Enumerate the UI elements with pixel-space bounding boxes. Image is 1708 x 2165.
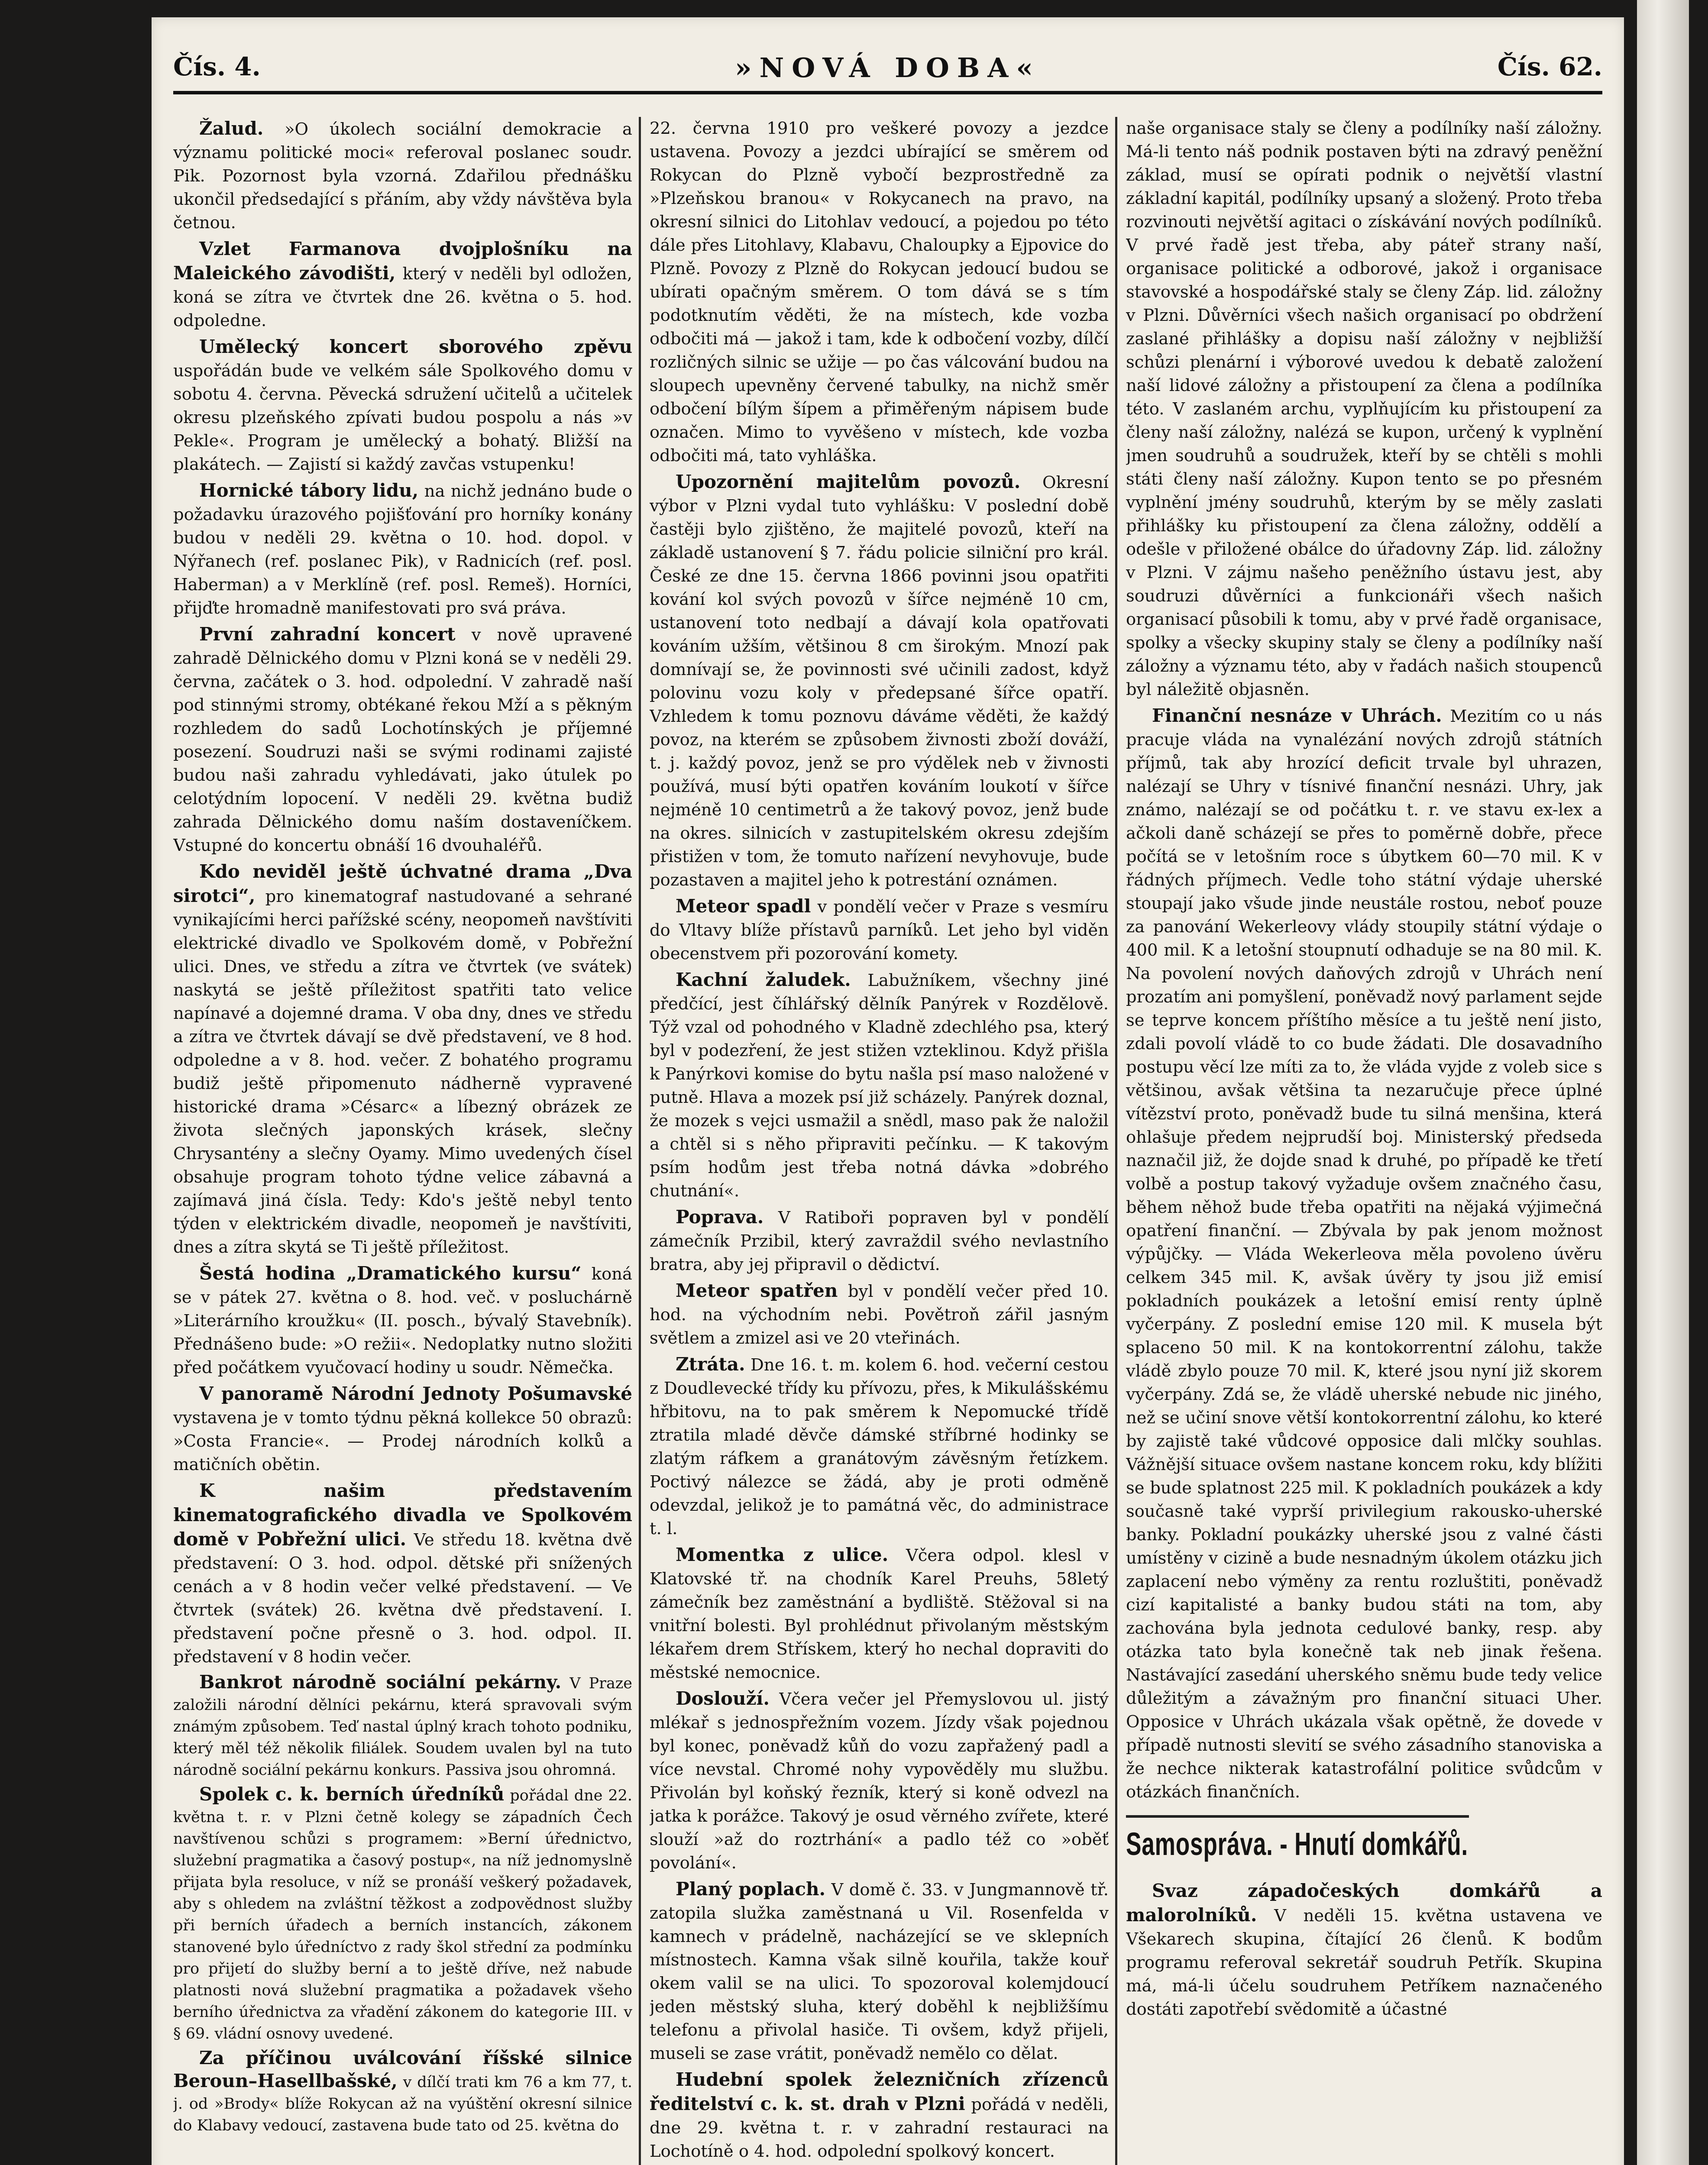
- article-paragraph: [650, 117, 1109, 468]
- article-lead: Za příčinou uválcování říšské silnice Beroun–Hasellbašské,: [173, 2047, 632, 2091]
- article-text: V neděli 15. května ustavena ve Všekarech skupina, čítající 26 členů. K bodům programu referoval sekretář soudruh Petřík. Skupina má, má-li účelu soudruhem Petříkem naznačeného dostáti zapotřebí svědomitě a účastné: [1126, 1906, 1602, 2019]
- article-paragraph: [173, 1479, 632, 1669]
- article-text: uspořádán bude ve velkém sále Spolkového domu v sobotu 4. června. Pěvecká sdružení učitelů a učitelek okresu plzeňského zpívati budou pospolu a nás »v Pekle«. Program je umělecký a bohatý. Bližší na plakátech. — Zajistí si každý zavčas vstupenku!: [173, 361, 632, 474]
- article-lead: Šestá hodina „Dramatického kursu“: [199, 1263, 582, 1284]
- article-text: na nichž jednáno bude o požadavku úrazového pojišťování pro horníky konány budou v neděli 29. května o 10. hod. dopol. v Nýřanech (ref. poslanec Pik), v Radnicích (ref. posl. Haberman) a v Merklíně (ref. posl. Remeš). Horníci, přijďte hromadně manifestovati pro svá práva.: [173, 481, 632, 618]
- article-lead: Finanční nesnáze v Uhrách.: [1152, 705, 1442, 726]
- article-lead: Žalud.: [199, 118, 264, 139]
- article-paragraph: [173, 479, 632, 620]
- article-paragraph: [173, 2047, 632, 2136]
- article-paragraph: [173, 623, 632, 857]
- article-text: Okresní výbor v Plzni vydal tuto vyhlášku: V poslední době častěji bylo zjištěno, že majitelé povozů, kteří na základě ustanovení § 7. řádu policie silniční pro král. České ze dne 15. června 1866 povinni jsou opatřiti kování kol svých povozů v šířce nejméně 10 cm, ustanovení toto nedbají a dávají kola opatřovati kováním užším, většinou 8 cm širokým. Mnozí pak domnívají se, že povinnosti své učinili zadost, když polovinu vozu koly v předepsané šířce opatří. Vzhledem k tomu poznovu dáváme věděti, že každý povoz, na kterém se způsobem živnosti zboží dováží, t. j. každý povoz, jenž se pro výdělek neb v živnosti používá, musí býti opatřen kováním loukotí v šířce nejméně 10 centimetrů a že takový povoz, jenž bude na okres. silnicích v zastupitelském okresu zdejším přistižen v tom, že tomuto nařízení nevyhovuje, bude pozastaven a majitel jeho k potrestání oznámen.: [650, 473, 1109, 890]
- article-text: Včera odpol. klesl v Klatovské tř. na chodník Karel Preuhs, 58letý zámečník bez zaměstnání a bydliště. Stěžoval si na vnitřní bolesti. Byl prohlédnut přivolaným městským lékařem drem Střískem, který ho nechal dopraviti do městské nemocnice.: [650, 1546, 1109, 1682]
- article-paragraph: [173, 1262, 632, 1380]
- article-lead: První zahradní koncert: [199, 624, 456, 645]
- article-text: pořádal dne 22. května t. r. v Plzni četně kolegy se západních Čech navštívenou schůzi s programem: »Berní úřednictvo, služební pragmatika a časový postup«, na níž jednomyslně přijata byla resoluce, v níž se pronáší veškerý požadavek, aby s ohledem na zvláštní těžkost a zodpovědnost služby při berních úřadech a berních instancích, zákonem stanovené bylo úředníctvo z rady škol střední za podmínku pro přijetí do služby berní a to ještě dříve, než nabude platnosti nová služební pragmatika a požadavek všeho berního úřednictva za vřadění zákonem do kategorie III. v § 69. vládní osnovy uvedené.: [173, 1787, 632, 2042]
- column-2: [650, 117, 1109, 2165]
- article-text: byl v pondělí večer před 10. hod. na východním nebi. Povětroň zářil jasným světlem a zmizel asi ve 20 vteřinách.: [650, 1282, 1109, 1348]
- article-paragraph: [650, 1877, 1109, 2065]
- article-paragraph: [650, 2068, 1109, 2163]
- article-lead: Doslouží.: [676, 1688, 770, 1709]
- column-3-articles: [1126, 117, 1602, 1804]
- article-text: v nově upravené zahradě Dělnického domu v Plzni koná se v neděli 29. června, začátek o 3. hod. odpolední. V zahradě naší pod stinnými stromy, obtékané řekou Mží a s pěkným rozhledem do sadů Lochotínských je příjemné posezení. Soudruzi naši se svými rodinami zajisté budou naši zahradu vyhledávati, jako útulek po celotýdním lopocení. V neděli 29. května budiž zahrada Dělnického domu naším dostaveníčkem. Vstupné do koncertu obnáší 16 dvouhaléřů.: [173, 625, 632, 855]
- article-paragraph: [173, 335, 632, 476]
- column-3-section-articles: [1126, 1879, 1602, 2021]
- article-lead: Kachní žaludek.: [676, 969, 851, 990]
- article-text: V domě č. 33. v Jungmannově tř. zatopila služka zaměstnaná u Vil. Rosenfelda v kamnech v prádelně, nacházející se ve sklepních místnostech. Kamna však silně kouřila, takže kouř okem valil se na ulici. To spozoroval kolemjdoucí jeden městský sluha, který doběhl k nejbližšímu telefonu a přivolal hasiče. Ti ovšem, když přijeli, museli se zase vrátit, poněvadž nemělo co dělat.: [650, 1880, 1109, 2063]
- article-paragraph: [1126, 117, 1602, 701]
- column-1: [173, 117, 632, 2165]
- article-text: vystavena je v tomto týdnu pěkná kollekce 50 obrazů: »Costa Francie«. — Prodej národních kolků a matičních obětin.: [173, 1408, 632, 1474]
- article-lead: K našim představením kinematografického divadla ve Spolkovém domě v Pobřežní ulici.: [173, 1480, 632, 1550]
- article-lead: V panoramě Národní Jednoty Pošumavské: [199, 1383, 632, 1404]
- article-text: pořádá v neděli, dne 29. května t. r. v zahradní restauraci na Lochotíně o 4. hod. odpolední spolkový koncert.: [650, 2095, 1109, 2161]
- article-text: pro kinematograf nastudované a sehrané vynikajícími herci pařížské scény, neopomeň navštíviti elektrické divadlo ve Spolkovém domě, v Pobřežní ulici. Dnes, ve středu a zítra ve čtvrtek (ve svátek) naskytá se ještě příležitost spatřiti tato velice napínavé a dojemné drama. V oba dny, dnes ve středu a zítra ve čtvrtek dávají se dvě představení, ve 8 hod. odpoledne a v 8. hod. večer. Z bohatého programu budiž ještě připomenuto nádherně vypravené historické drama »Césarc« a líbezný obrázek ze života slečných japonských krásek, slečny Chrysantény a slečny Oyamy. Mimo uvedených čísel obsahuje program tohoto týdne velice zábavná a zajímavá jiná čísla. Tedy: Kdo's ještě nebyl tento týden v elektrickém divadle, neopomeň je navštíviti, dnes a zítra skytá se Ti ještě příležitost.: [173, 887, 632, 1257]
- article-text: Včera večer jel Přemyslovou ul. jistý mlékař s jednospřežním vozem. Jízdy však pojednou byl konec, poněvadž kůň do vozu zapřažený padl a více nevstal. Chromé nohy vypověděly mu službu. Přivolán byl koňský řezník, který si koně odvezl na jatka k porážce. Takový je osud věrného zvířete, které slouží »až do roztrhání« a padlo též co »oběť povolání«.: [650, 1690, 1109, 1873]
- article-text: v pondělí večer v Praze s vesmíru do Vltavy blíže přístavů parníků. Let jeho byl viděn obecenstvem při pozorování komety.: [650, 897, 1109, 963]
- article-text: V Ratiboři popraven byl v pondělí zámečník Przibil, který zavraždil svého nevlastního bratra, aby jej připravil o dědictví.: [650, 1208, 1109, 1274]
- article-paragraph: [650, 1205, 1109, 1276]
- article-lead: Kdo neviděl ještě úchvatné drama „Dva sirotci“,: [173, 861, 632, 906]
- article-lead: Meteor spadl: [676, 895, 811, 917]
- article-paragraph: [173, 860, 632, 1259]
- article-lead: Meteor spatřen: [676, 1280, 838, 1301]
- article-paragraph: [1126, 1879, 1602, 2021]
- article-lead: Hudební spolek železničních zřízenců ředitelství c. k. st. drah v Plzni: [650, 2069, 1109, 2114]
- article-paragraph: [650, 1687, 1109, 1875]
- article-paragraph: [173, 1671, 632, 1781]
- article-text: v dílčí trati km 76 a km 77, t. j. od »Brody« blíže Rokycan až na vyúštění okresní silnice do Klabavy vedoucí, zastavena bude tato od 25. května do: [173, 2074, 632, 2134]
- article-lead: Svaz západočeských domkářů a malorolníků.: [1126, 1880, 1602, 1926]
- article-paragraph: [650, 1543, 1109, 1684]
- newspaper-title: »NOVÁ DOBA«: [734, 52, 1041, 84]
- page-number: Čís. 62.: [1497, 52, 1602, 81]
- article-paragraph: [1126, 704, 1602, 1804]
- article-paragraph: [173, 1784, 632, 2045]
- article-lead: Vzlet Farmanova dvojplošníku na Maleického závodišti,: [173, 238, 632, 284]
- article-paragraph: [173, 237, 632, 333]
- article-text: Mezitím co u nás pracuje vláda na vynalézání nových zdrojů státních příjmů, tak aby hrozící deficit trvale byl uhrazen, nalézají se Uhry v tísnivé finanční nesnázi. Uhry, jak známo, nalézají se od počátku t. r. ve stavu ex-lex a ačkoli daně scházejí se přes to poměrně dobře, přece počítá se v letošním roce s úbytkem 60—70 mil. K v řádných příjmech. Vedle toho státní výdaje uherské stoupají jako všude jinde neustále rostou, neboť pouze za panování Wekerleovy vlády stoupily státní výdaje o 400 mil. K a letošní stoupnutí odhaduje se na 80 mil. K. Na povolení nových daňových zdrojů v Uhrách není prozatím ani pomyšlení, poněvadž nový parlament sejde se teprve koncem příštího měsíce a tu ještě není jisto, zdali povolí vládě to co bude žádati. Dle dosavadního postupu věcí lze míti za to, že vláda vyjde z voleb sice s většinou, avšak většina ta nezaručuje přece úplné vítězství proto, poněvadž bude tu silná menšina, která ohlašuje předem nejprudší boj. Ministerský předseda naznačil již, že dojde snad k druhé, po případě ke třetí volbě a postup takový vyžaduje ovšem značného času, během něhož bude třeba opatřiti na nějaká výjimečná opatření finanční. — Zbývala by pak jenom možnost výpůjčky. — Vláda Wekerleova měla povoleno úvěru celkem 345 mil. K, avšak úvěry ty jsou již emisí pokladních poukázek a letošní emisí renty úplně vyčerpány. Z poslední emise 120 mil. K musela být splaceno 50 mil. K na kontokorrentní zálohu, takže vládě zbylo pouze 70 mil. K, které jsou nyní již skorem vyčerpány. Zdá se, že vládě uherské nebude nic jiného, než se učiní snove větší kontokorrentní zálohu, ko které by zajistě také vůdcové opposice dali mlčky souhlas. Vážnější situace ovšem nastane koncem roku, kdy blížiti se bude splatnost 225 mil. K pokladních poukázek a kdy současně také vyprší privilegium rakousko-uherské banky. Pokladní poukázky uherské jsou z valné části umístěny v cizině a bude nesnadným úkolem otázku jich zaplacení nebo výměny za rentu rozluštiti, poněvadž cizí kapitalisté a banky budou státi na tom, aby zachována byla jednota cedulové banky, resp. aby otázka tato byla konečně tak neb jinak řešena. Nastávající zasedání uherského sněmu bude tedy velice důležitým a závažným pro finanční situaci Uher. Opposice v Uhrách ukázala však opětně, že dovede v případě nutnosti slevití se svého zásadního stanoviska a že nechce nikterak katastrofální politice svůdcům v otázkách finančních.: [1126, 707, 1602, 1802]
- article-text: který v neděli byl odložen, koná se zítra ve čtvrtek dne 26. května o 5. hod. odpoledne.: [173, 264, 632, 330]
- page-edge: [1637, 0, 1689, 2165]
- article-lead: Spolek c. k. berních úředníků: [199, 1784, 505, 1805]
- article-text: Labužníkem, všechny jiné předčící, jest číhlářský dělník Panýrek v Rozdělově. Týž vzal od pohodného v Kladně zdechlého psa, který byl v podezření, že jest stižen vzteklinou. Když přišla k Panýrkovi komise do bytu našla psí maso naložené v putně. Hlava a mozek psí již scházely. Panýrek doznal, že mozek s vejci usmažil a snědl, maso pak že naložil a chtěl si s něho připraviti pečínku. — K takovým psím hodům jest třeba notná dávka »dobrého chutnání«.: [650, 971, 1109, 1201]
- article-lead: Umělecký koncert sborového zpěvu: [199, 336, 632, 357]
- column-3: [1126, 117, 1602, 2165]
- article-lead: Hornické tábory lidu,: [199, 480, 419, 501]
- article-paragraph: [173, 117, 632, 235]
- article-text: Dne 16. t. m. kolem 6. hod. večerní cestou z Doudlevecké třídy ku přívozu, přes, k Mikulášskému hřbitovu, na to pak směrem k Nepomucké třídě ztratila mladé děvče dámské stříbrné hodinky se zlatým ráfkem a granátovým závěsným řetízkem. Poctivý nálezce se žádá, aby je proti odměně odevzdal, jelikož je to památná věc, do administrace t. l.: [650, 1355, 1109, 1538]
- article-text: 22. června 1910 pro veškeré povozy a jezdce ustavena. Povozy a jezdci ubírající se směrem od Rokycan do Plzně vybočí bezprostředně za »Plzeňskou branou« v Rokycanech na pravo, na okresní silnici do Litohlav vedoucí, a pojedou po této dále přes Litohlavy, Klabavu, Chaloupky a Ejpovice do Plzně. Povozy z Plzně do Rokycan jedoucí budou se ubírati opačným směrem. O tom dává se s tím podotknutím věděti, že na místech, kde vozba odbočiti má — jakož i tam, kde k odbočení vozby, dílčí rozličných silnic se užije — po čas válcování budou na sloupech upevněny červené tabulky, na nichž směr odbočení bílým šípem a přiměřeným nápisem bude označen. Mimo to vyvěšeno v místech, kde vozba odbočiti má, tato vyhláška.: [650, 119, 1109, 465]
- article-paragraph: [650, 895, 1109, 966]
- section-heading-selfgovernment: Samospráva. - Hnutí domkářů.: [1126, 1815, 1469, 1869]
- article-lead: Poprava.: [676, 1206, 764, 1228]
- article-paragraph: [650, 1353, 1109, 1541]
- article-text: koná se v pátek 27. května o 8. hod. več. v posluchárně »Literárního kroužku« (II. posch., bývalý Stavebník). Přednášeno bude: »O režii«. Nedoplatky nutno složiti před počátkem vyučovací hodiny u soudr. Němečka.: [173, 1264, 632, 1377]
- article-text: »O úkolech sociální demokracie a významu politické moci« referoval poslanec soudr. Pik. Pozornost byla vzorná. Zdařilou přednášku ukončil předsedající s přáním, aby vždy návštěva byla četnou.: [173, 120, 632, 233]
- masthead: [173, 52, 1602, 94]
- column-2-articles: [650, 117, 1109, 2163]
- article-lead: Planý poplach.: [676, 1878, 826, 1900]
- article-lead: Ztráta.: [676, 1354, 745, 1375]
- issue-number: Čís. 4.: [173, 52, 261, 81]
- article-paragraph: [173, 1382, 632, 1477]
- article-text: naše organisace staly se členy a podílníky naší záložny. Má-li tento náš podnik postaven býti na zdravý peněžní základ, musí se opírati podnik o největší vlastní základní kapitál, podílníky upsaný a složený. Proto třeba rozvinouti největší agitaci o získávání nových podílníků. V prvé řadě jest třeba, aby páteř strany naší, organisace politické a odborové, jakož i organisace stavovské a hospodářské staly se členy Záp. lid. záložny v Plzni. Důvěrníci všech našich organisací po obdržení zaslané přihlášky a dopisu naší záložny v nejbližší schůzi plenární i výborové uvedou k debatě založení naší lidové záložny a přistoupení za člena a podílníka této. V zaslaném archu, vyplňujícím ku přistoupení za členy naší záložny, nalézá se kupon, určený k vyplnění jmen soudruhů a soudružek, kteří by se chtěli s mohli státi členy naší záložny. Kupon tento se po přesném vyplnění jmény soudruhů, kterým by se měly zaslati přihlášky ku přistoupení za člena záložny, oddělí a odešle v přiložené obálce do úřadovny Záp. lid. záložny v Plzni. V zájmu našeho peněžního ústavu jest, aby soudruzi důvěrníci a funkcionáři všech našich organisací působili k tomu, aby v prvé řadě organisace, spolky a všecky skupiny staly se členy a podílníky naší záložny a významu této, aby v řadách našich stoupenců byl náležitě objasněn.: [1126, 119, 1602, 699]
- article-paragraph: [650, 1279, 1109, 1350]
- column-divider: [1115, 117, 1117, 2165]
- article-paragraph: [650, 470, 1109, 892]
- article-text: Ve středu 18. května dvě představení: O 3. hod. odpol. dětské při snížených cenách a v 8 hodin večer velké představení. — Ve čtvrtek (svátek) 26. května dvě představení. I. představení počne přesně o 3. hod. odpol. II. představení v 8 hodin večer.: [173, 1530, 632, 1667]
- article-lead: Upozornění majitelům povozů.: [676, 471, 1021, 492]
- column-divider: [639, 117, 641, 2165]
- column-1-articles: [173, 117, 632, 2136]
- article-lead: Momentka z ulice.: [676, 1544, 889, 1565]
- article-lead: Bankrot národně sociální pekárny.: [199, 1671, 562, 1693]
- article-paragraph: [650, 968, 1109, 1203]
- article-text: V Praze založili národní dělníci pekárnu, která spravovali svým známým způsobem. Teď nastal úplný krach tohoto podniku, který měl též několik filiálek. Soudem uvalen byl na tuto národně sociální pekárnu konkurs. Passiva jsou ohromná.: [173, 1675, 632, 1779]
